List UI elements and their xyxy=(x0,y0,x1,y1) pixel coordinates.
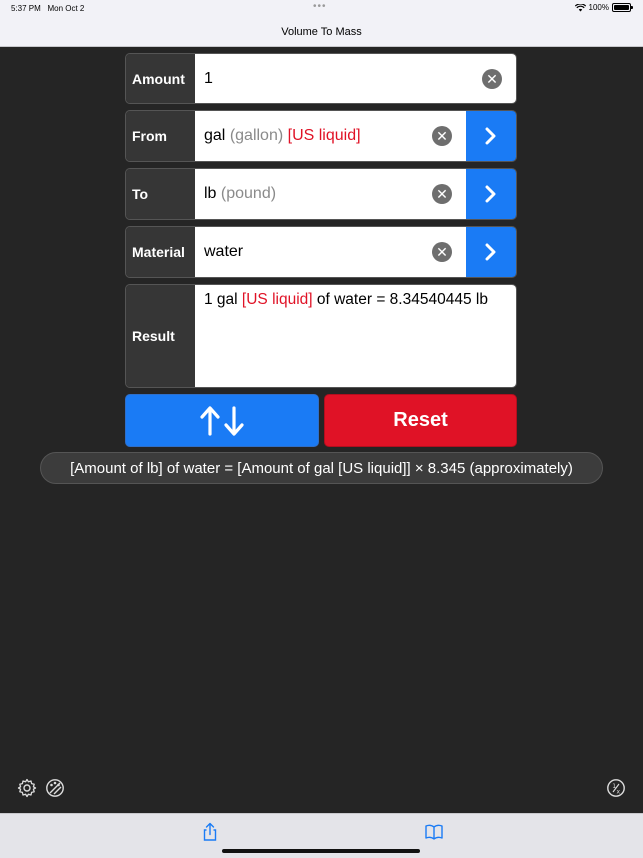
wifi-icon xyxy=(575,4,586,12)
multitasking-dots-icon[interactable]: ••• xyxy=(313,1,327,12)
clear-from-icon[interactable]: ✕ xyxy=(432,126,452,146)
to-select-button[interactable] xyxy=(466,169,516,219)
from-row xyxy=(125,110,517,162)
svg-text:1: 1 xyxy=(612,783,617,790)
clear-material-icon[interactable]: ✕ xyxy=(432,242,452,262)
book-icon[interactable] xyxy=(424,822,444,842)
to-row xyxy=(125,168,517,220)
battery-percent: 100% xyxy=(588,3,609,12)
status-indicators xyxy=(575,3,631,12)
result-value: 1 gal [US liquid] of water = 8.34540445 lb xyxy=(204,291,488,308)
svg-text:x: x xyxy=(616,788,621,796)
home-indicator xyxy=(222,849,420,853)
swap-units-button[interactable] xyxy=(125,394,319,447)
to-unit-field[interactable] xyxy=(195,169,466,219)
battery-icon xyxy=(612,3,631,12)
share-icon[interactable] xyxy=(200,822,220,842)
from-unit-qualifier: [US liquid] xyxy=(287,127,361,144)
page-title: Volume To Mass xyxy=(281,26,362,38)
material-label: Material xyxy=(126,227,195,277)
gear-icon[interactable] xyxy=(17,778,37,798)
reset-button[interactable]: Reset xyxy=(324,394,517,447)
swap-arrows-icon xyxy=(198,405,246,437)
theme-palette-icon[interactable] xyxy=(45,778,65,798)
clear-amount-icon[interactable]: ✕ xyxy=(482,69,502,89)
result-row xyxy=(125,284,517,388)
from-select-button[interactable] xyxy=(466,111,516,161)
fraction-icon[interactable] xyxy=(606,778,626,798)
material-field[interactable] xyxy=(195,227,466,277)
status-bar xyxy=(0,0,643,18)
material-value: water xyxy=(204,243,244,260)
chevron-right-icon xyxy=(484,243,498,261)
to-unit: lb xyxy=(204,185,217,202)
result-text[interactable] xyxy=(195,285,516,387)
from-unit-field[interactable] xyxy=(195,111,466,161)
amount-row xyxy=(125,53,517,104)
material-select-button[interactable] xyxy=(466,227,516,277)
from-unit: gal xyxy=(204,127,226,144)
chevron-right-icon xyxy=(484,127,498,145)
to-label: To xyxy=(126,169,195,219)
chevron-right-icon xyxy=(484,185,498,203)
formula-hint xyxy=(40,452,603,484)
formula-text: [Amount of lb] of water = [Amount of gal [US liquid]] × 8.345 (approximately) xyxy=(70,459,573,477)
from-label: From xyxy=(126,111,195,161)
amount-input[interactable] xyxy=(195,54,516,103)
to-unit-name: (pound) xyxy=(220,185,277,202)
clear-to-icon[interactable]: ✕ xyxy=(432,184,452,204)
amount-label: Amount xyxy=(126,54,195,103)
from-unit-name: (gallon) xyxy=(229,127,284,144)
material-row xyxy=(125,226,517,278)
navigation-bar xyxy=(0,18,643,47)
amount-value: 1 xyxy=(204,69,213,87)
result-label: Result xyxy=(126,285,195,387)
status-time: 5:37 PM Mon Oct 2 xyxy=(11,4,85,13)
